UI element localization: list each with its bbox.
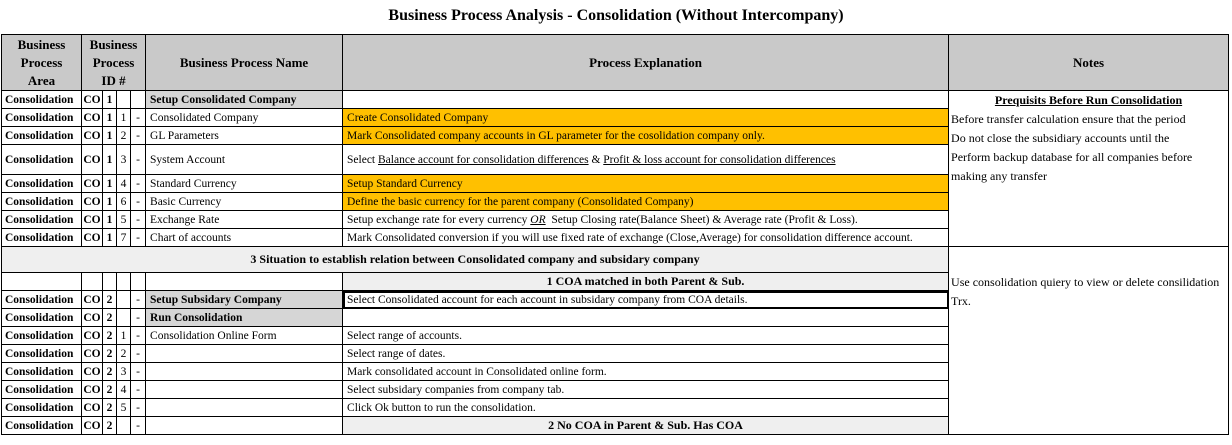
id-dash-cell[interactable]: -	[131, 291, 146, 309]
process-explanation-cell[interactable]: Select Consolidated account for each account in subsidary company from COA details.	[343, 291, 949, 309]
id-dash-cell[interactable]: -	[131, 127, 146, 145]
process-explanation-cell[interactable]: Create Consolidated Company	[343, 109, 949, 127]
area-cell[interactable]: Consolidation	[2, 145, 82, 175]
header-name[interactable]: Business Process Name	[146, 35, 343, 91]
id-minor-cell[interactable]	[117, 291, 131, 309]
header-area[interactable]: Business Process Area	[2, 35, 82, 91]
id-minor-cell[interactable]: 2	[117, 127, 131, 145]
area-cell[interactable]: Consolidation	[2, 211, 82, 229]
header-row	[2, 35, 1229, 91]
header-id[interactable]: Business Process ID #	[82, 35, 146, 91]
process-explanation-cell[interactable]	[343, 91, 949, 109]
id-major-cell[interactable]: 2	[103, 291, 117, 309]
code-cell[interactable]: CO	[82, 127, 103, 145]
process-name-cell[interactable]: Setup Subsidary Company	[146, 291, 343, 309]
code-cell[interactable]: CO	[82, 399, 103, 417]
code-cell[interactable]: CO	[82, 291, 103, 309]
id-minor-cell[interactable]: 5	[117, 211, 131, 229]
or-text: OR	[530, 213, 546, 226]
area-cell[interactable]: Consolidation	[2, 109, 82, 127]
empty-cell[interactable]	[2, 273, 82, 291]
id-dash-cell[interactable]: -	[131, 193, 146, 211]
id-major-cell[interactable]: 1	[103, 211, 117, 229]
id-dash-cell[interactable]: -	[131, 175, 146, 193]
area-cell[interactable]: Consolidation	[2, 363, 82, 381]
process-explanation-cell[interactable]: Mark Consolidated company accounts in GL parameter for the cosolidation company only.	[343, 127, 949, 145]
area-cell[interactable]: Consolidation	[2, 327, 82, 345]
id-major-cell[interactable]: 2	[103, 345, 117, 363]
subsection-title-cell[interactable]: 1 COA matched in both Parent & Sub.	[343, 273, 949, 291]
code-cell[interactable]: CO	[82, 345, 103, 363]
id-dash-cell[interactable]	[131, 91, 146, 109]
expl-text: Setup Closing rate(Balance Sheet) & Average rate (Profit & Loss).	[545, 213, 858, 226]
sheet-title: Business Process Analysis - Consolidation (Without Intercompany)	[388, 7, 844, 24]
process-explanation-cell[interactable]	[343, 309, 949, 327]
id-dash-cell[interactable]: -	[131, 109, 146, 127]
id-minor-cell[interactable]	[117, 417, 131, 435]
id-minor-cell[interactable]: 4	[117, 381, 131, 399]
area-cell[interactable]: Consolidation	[2, 193, 82, 211]
process-name-cell[interactable]	[146, 381, 343, 399]
process-explanation-cell[interactable]	[343, 211, 949, 229]
id-major-cell[interactable]: 2	[103, 399, 117, 417]
id-major-cell[interactable]: 2	[103, 309, 117, 327]
process-name-cell[interactable]: Standard Currency	[146, 175, 343, 193]
pl-account-link[interactable]: Profit & loss account for consolidation differences	[603, 153, 836, 166]
process-name-cell[interactable]: Consolidated Company	[146, 109, 343, 127]
area-cell[interactable]: Consolidation	[2, 381, 82, 399]
expl-text: Setup exchange rate for every currency	[347, 213, 531, 226]
id-dash-cell[interactable]: -	[131, 345, 146, 363]
area-cell[interactable]: Consolidation	[2, 309, 82, 327]
area-cell[interactable]: Consolidation	[2, 291, 82, 309]
id-dash-cell[interactable]: -	[131, 399, 146, 417]
empty-cell[interactable]	[103, 273, 117, 291]
code-cell[interactable]: CO	[82, 417, 103, 435]
process-name-cell[interactable]: Exchange Rate	[146, 211, 343, 229]
process-name-cell[interactable]: Run Consolidation	[146, 309, 343, 327]
table-row	[2, 91, 1229, 109]
process-explanation-cell[interactable]: Click Ok button to run the consolidation.	[343, 399, 949, 417]
id-dash-cell[interactable]: -	[131, 309, 146, 327]
process-name-cell[interactable]: Setup Consolidated Company	[146, 91, 343, 109]
id-major-cell[interactable]: 1	[103, 127, 117, 145]
id-major-cell[interactable]: 2	[103, 363, 117, 381]
id-dash-cell[interactable]: -	[131, 327, 146, 345]
id-major-cell[interactable]: 1	[103, 229, 117, 247]
id-minor-cell[interactable]: 4	[117, 175, 131, 193]
process-name-cell[interactable]	[146, 399, 343, 417]
id-dash-cell[interactable]: -	[131, 211, 146, 229]
id-minor-cell[interactable]: 3	[117, 363, 131, 381]
process-name-cell[interactable]: GL Parameters	[146, 127, 343, 145]
code-cell[interactable]: CO	[82, 175, 103, 193]
id-major-cell[interactable]: 2	[103, 381, 117, 399]
notes-line: Use consolidation quiery to view or delete consilidation Trx.	[951, 275, 1220, 308]
code-cell[interactable]: CO	[82, 145, 103, 175]
id-major-cell[interactable]: 1	[103, 109, 117, 127]
id-major-cell[interactable]: 2	[103, 327, 117, 345]
header-notes[interactable]: Notes	[949, 35, 1229, 91]
notes-line: Do not close the subsidiary accounts until the	[951, 131, 1170, 145]
id-minor-cell[interactable]: 2	[117, 345, 131, 363]
id-major-cell[interactable]: 2	[103, 417, 117, 435]
process-name-cell[interactable]: System Account	[146, 145, 343, 175]
process-explanation-cell[interactable]: Mark Consolidated conversion if you will use fixed rate of exchange (Close,Average) for consolidation difference account.	[343, 229, 949, 247]
expl-text: Select	[347, 153, 379, 166]
id-dash-cell[interactable]: -	[131, 363, 146, 381]
process-name-cell[interactable]: Chart of accounts	[146, 229, 343, 247]
id-dash-cell[interactable]: -	[131, 381, 146, 399]
id-minor-cell[interactable]: 3	[117, 145, 131, 175]
process-explanation-cell[interactable]: Setup Standard Currency	[343, 175, 949, 193]
code-cell[interactable]: CO	[82, 91, 103, 109]
process-explanation-cell[interactable]: Define the basic currency for the parent company (Consolidated Company)	[343, 193, 949, 211]
notes-cell-prerequisites[interactable]	[949, 91, 1229, 247]
balance-account-link[interactable]: Balance account for consolidation differences	[378, 153, 589, 166]
code-cell[interactable]: CO	[82, 109, 103, 127]
id-minor-cell[interactable]: 6	[117, 193, 131, 211]
id-minor-cell[interactable]	[117, 309, 131, 327]
area-cell[interactable]: Consolidation	[2, 399, 82, 417]
area-cell[interactable]: Consolidation	[2, 417, 82, 435]
id-dash-cell[interactable]: -	[131, 417, 146, 435]
section-header-row	[2, 247, 1229, 273]
process-explanation-cell[interactable]: Select subsidary companies from company tab.	[343, 381, 949, 399]
empty-cell[interactable]	[117, 273, 131, 291]
id-minor-cell[interactable]	[117, 91, 131, 109]
id-major-cell[interactable]: 1	[103, 145, 117, 175]
section-title-cell[interactable]: 3 Situation to establish relation between Consolidated company and subsidary company	[2, 247, 949, 273]
empty-cell[interactable]	[82, 273, 103, 291]
code-cell[interactable]: CO	[82, 381, 103, 399]
id-major-cell[interactable]: 1	[103, 91, 117, 109]
process-explanation-cell[interactable]: Select range of accounts.	[343, 327, 949, 345]
id-minor-cell[interactable]: 1	[117, 327, 131, 345]
area-cell[interactable]: Consolidation	[2, 345, 82, 363]
empty-cell[interactable]	[131, 273, 146, 291]
subsection-title-cell[interactable]: 2 No COA in Parent & Sub. Has COA	[343, 417, 949, 435]
empty-cell[interactable]	[146, 273, 343, 291]
notes-line: Perform backup database for all companies before making any transfer	[951, 150, 1193, 183]
process-name-cell[interactable]	[146, 417, 343, 435]
id-dash-cell[interactable]: -	[131, 145, 146, 175]
notes-line: Before transfer calculation ensure that the period	[951, 112, 1186, 126]
area-cell[interactable]: Consolidation	[2, 91, 82, 109]
code-cell[interactable]: CO	[82, 193, 103, 211]
id-major-cell[interactable]: 1	[103, 175, 117, 193]
code-cell[interactable]: CO	[82, 363, 103, 381]
process-name-cell[interactable]: Consolidation Online Form	[146, 327, 343, 345]
id-minor-cell[interactable]: 7	[117, 229, 131, 247]
process-explanation-cell[interactable]	[343, 145, 949, 175]
id-minor-cell[interactable]: 5	[117, 399, 131, 417]
area-cell[interactable]: Consolidation	[2, 175, 82, 193]
id-major-cell[interactable]: 1	[103, 193, 117, 211]
process-explanation-cell[interactable]: Select range of dates.	[343, 345, 949, 363]
process-name-cell[interactable]	[146, 345, 343, 363]
process-table	[1, 34, 1229, 435]
id-dash-cell[interactable]: -	[131, 229, 146, 247]
process-name-cell[interactable]	[146, 363, 343, 381]
notes-heading: Prequisits Before Run Consolidation	[994, 93, 1183, 107]
process-name-cell[interactable]: Basic Currency	[146, 193, 343, 211]
code-cell[interactable]: CO	[82, 309, 103, 327]
area-cell[interactable]: Consolidation	[2, 127, 82, 145]
code-cell[interactable]: CO	[82, 327, 103, 345]
notes-cell-query[interactable]	[949, 247, 1229, 435]
id-minor-cell[interactable]: 1	[117, 109, 131, 127]
code-cell[interactable]: CO	[82, 211, 103, 229]
code-cell[interactable]: CO	[82, 229, 103, 247]
header-explanation[interactable]: Process Explanation	[343, 35, 949, 91]
expl-text: &	[588, 153, 604, 166]
area-cell[interactable]: Consolidation	[2, 229, 82, 247]
process-explanation-cell[interactable]: Mark consolidated account in Consolidated online form.	[343, 363, 949, 381]
